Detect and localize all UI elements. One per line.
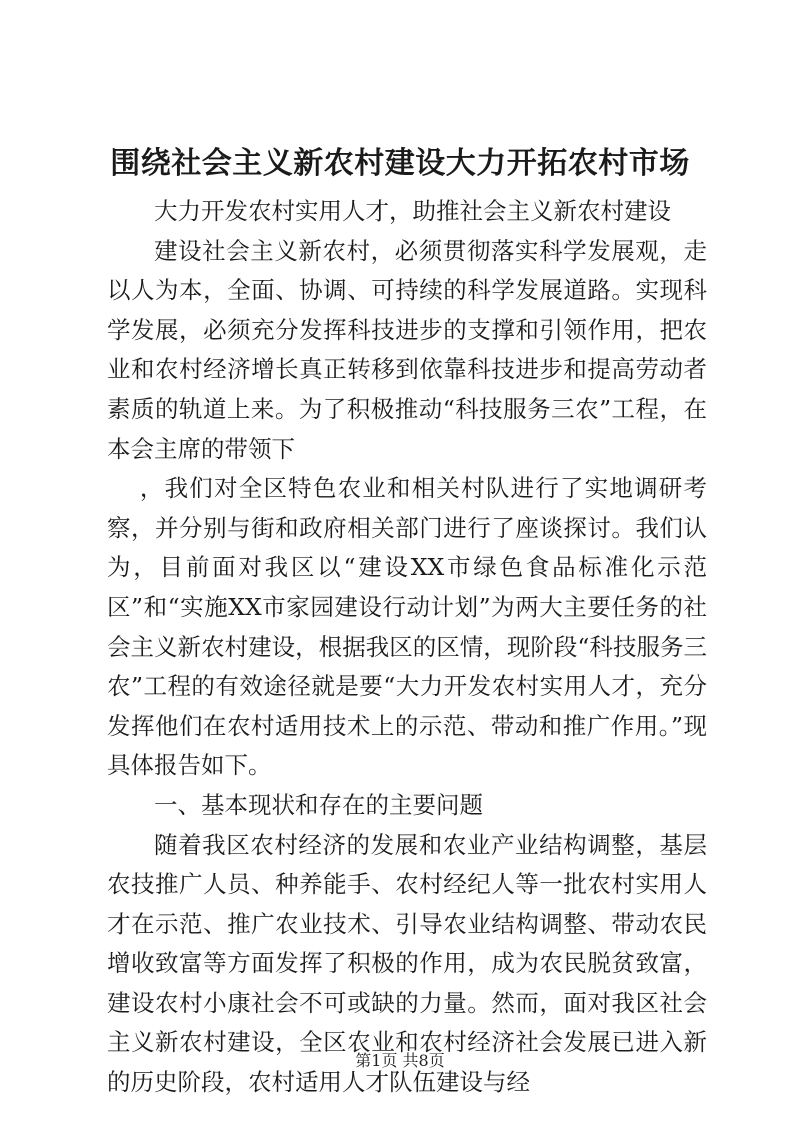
page-footer: 第1页 共8页 xyxy=(355,1051,445,1070)
document-title: 围绕社会主义新农村建设大力开拓农村市场 xyxy=(110,146,690,181)
paragraph-subtitle: 大力开发农村实用人才，助推社会主义新农村建设 xyxy=(154,197,671,225)
paragraph: 建设社会主义新农村，必须贯彻落实科学发展观，走以人为本，全面、协调、可持续的科学发展道路。实现科学发展，必须充分发挥科技进步的支撑和引领作用，把农业和农村经济增长真正转移到依靠科技进步和提高劳动者素质的轨道上来。为了积极推动“科技服务三农”工程，在本会主席的带领下 xyxy=(107,236,707,463)
document-body xyxy=(107,192,707,1103)
paragraph: 随着我区农村经济的发展和农业产业结构调整，基层农技推广人员、种养能手、农村经纪人等一批农村实用人才在示范、推广农业技术、引导农业结构调整、带动农民增收致富等方面发挥了积极的作用，成为农民脱贫致富，建设农村小康社会不可或缺的力量。然而，面对我区社会主义新农村建设，全区农业和农村经济社会发展已进入新的历史阶段，农村适用人才队伍建设与经 xyxy=(107,830,707,1097)
section-heading: 一、基本现状和存在的主要问题 xyxy=(154,790,483,819)
paragraph: ，我们对全区特色农业和相关村队进行了实地调研考察，并分别与街和政府相关部门进行了座谈探讨。我们认为，目前面对我区以“建设XX市绿色食品标准化示范区”和“实施XX市家园建设行动计划”为两大主要任务的社会主义新农村建设，根据我区的区情，现阶段“科技服务三农”工程的有效途径就是要“大力开发农村实用人才，充分发挥他们在农村适用技术上的示范、带动和推广作用。”现具体报告如下。 xyxy=(107,474,707,780)
